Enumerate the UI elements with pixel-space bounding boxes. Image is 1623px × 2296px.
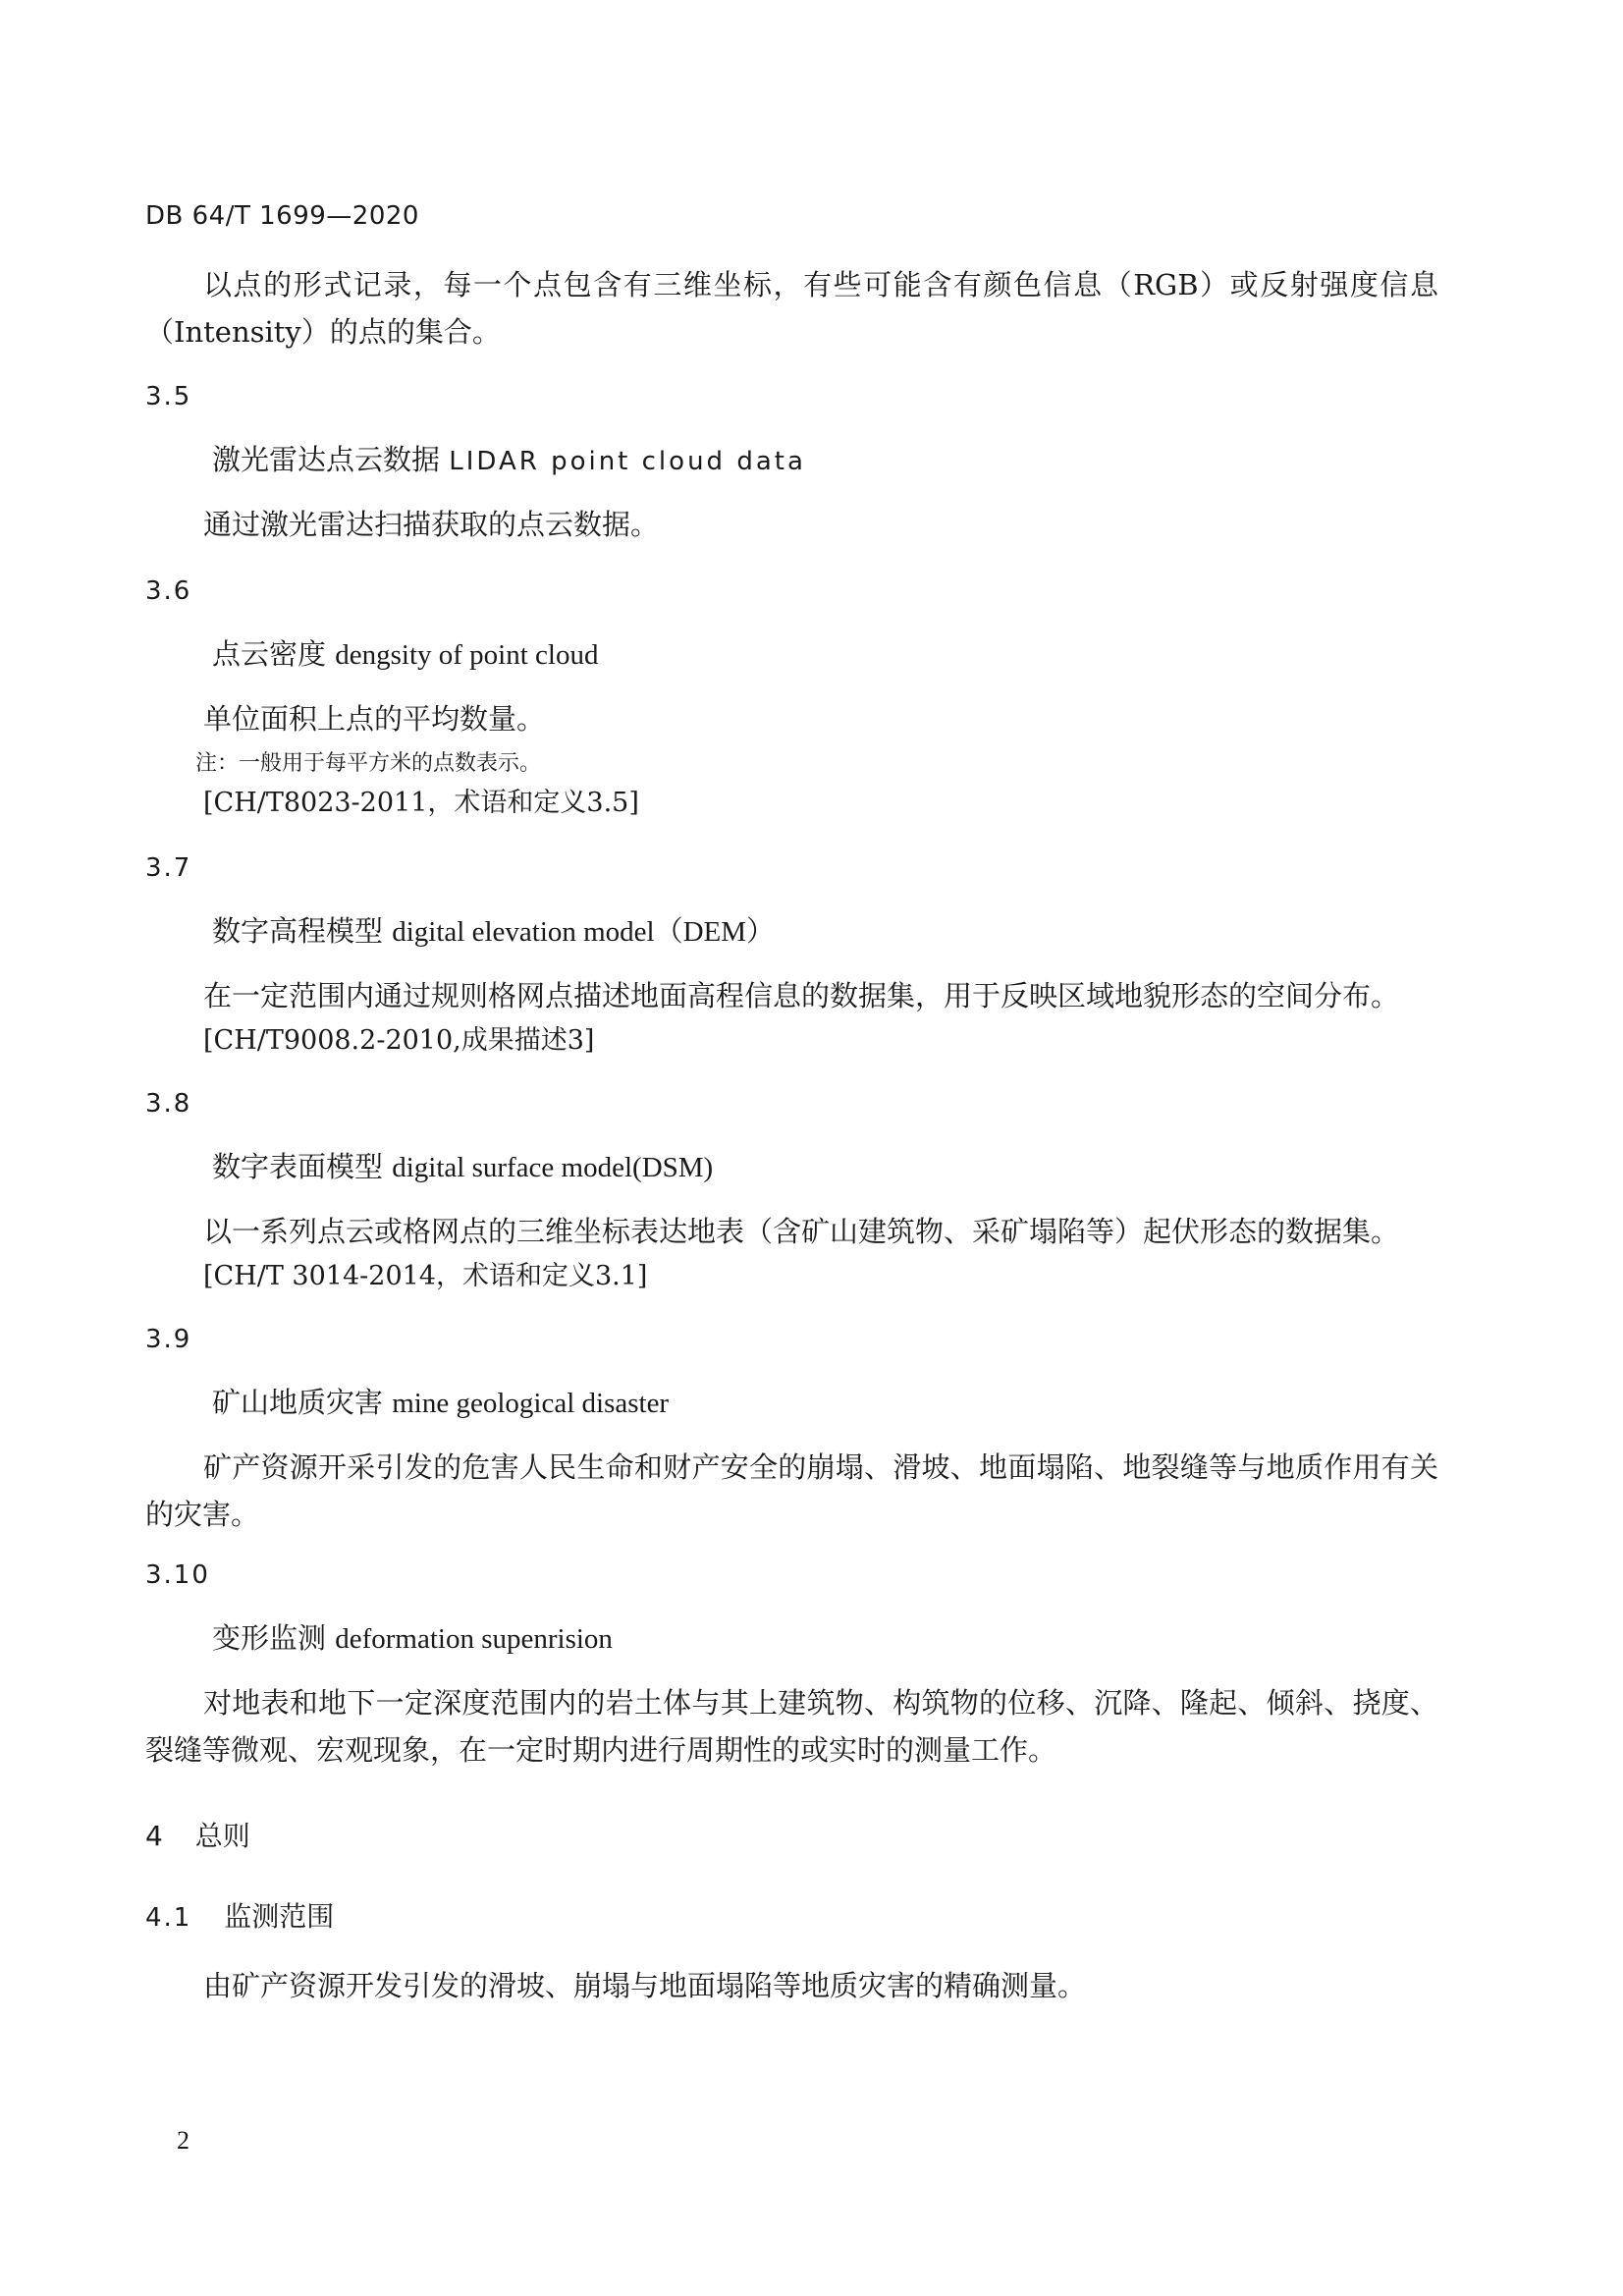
- reference-text: [CH/T9008.2-2010,成果描述3]: [203, 1025, 595, 1056]
- section-heading: [145, 1817, 250, 1856]
- definition-text: 单位面积上点的平均数量。: [203, 702, 546, 736]
- term-en: digital surface model(DSM): [392, 1152, 714, 1183]
- paragraph-line: 由矿产资源开发引发的滑坡、崩塌与地面塌陷等地质灾害的精确测量。: [203, 1969, 1087, 2002]
- doc-code-header: DB 64/T 1699—2020: [145, 201, 419, 231]
- definition-text: 的灾害。: [145, 1498, 260, 1531]
- term-zh: 数字高程模型: [212, 914, 384, 948]
- definition-text: 矿产资源开采引发的危害人民生命和财产安全的崩塌、滑坡、地面塌陷、地裂缝等与地质作用有关: [203, 1450, 1438, 1484]
- term-zh: 数字表面模型: [212, 1150, 384, 1183]
- subsection-heading: [145, 1897, 334, 1938]
- term-heading: [212, 1147, 713, 1187]
- section-number: 4: [145, 1820, 163, 1852]
- term-en: digital elevation model（DEM）: [392, 916, 776, 948]
- clause-number: 3.10: [145, 1560, 210, 1590]
- definition-text: 通过激光雷达扫描获取的点云数据。: [203, 508, 660, 541]
- definition-text: 在一定范围内通过规则格网点描述地面高程信息的数据集，用于反映区域地貌形态的空间分布。: [203, 979, 1400, 1012]
- clause-number: 3.7: [145, 853, 192, 883]
- term-en: LIDAR point cloud data: [449, 447, 806, 476]
- term-heading: [212, 911, 775, 952]
- term-zh: 矿山地质灾害: [212, 1386, 384, 1419]
- definition-text: 对地表和地下一定深度范围内的岩土体与其上建筑物、构筑物的位移、沉降、隆起、倾斜、挠度、: [203, 1686, 1438, 1720]
- term-heading: [212, 440, 806, 481]
- term-heading: [212, 634, 598, 675]
- paragraph-line: （Intensity）的点的集合。: [145, 315, 501, 349]
- page-number: 2: [177, 2126, 189, 2155]
- reference-text: [CH/T8023-2011，术语和定义3.5]: [203, 788, 639, 818]
- clause-number: 3.6: [145, 576, 192, 606]
- definition-text: 裂缝等微观、宏观现象，在一定时期内进行周期性的或实时的测量工作。: [145, 1733, 1057, 1767]
- subsection-number: 4.1: [145, 1903, 192, 1933]
- term-heading: [212, 1383, 669, 1423]
- subsection-title: 监测范围: [224, 1900, 335, 1933]
- term-en: dengsity of point cloud: [335, 639, 599, 671]
- term-zh: 点云密度: [212, 637, 327, 671]
- term-heading: [212, 1618, 613, 1659]
- section-title: 总则: [194, 1820, 250, 1852]
- clause-number: 3.9: [145, 1325, 192, 1354]
- term-en: mine geological disaster: [392, 1388, 670, 1419]
- term-zh: 激光雷达点云数据: [212, 443, 441, 476]
- clause-number: 3.8: [145, 1089, 192, 1119]
- term-zh: 变形监测: [212, 1621, 327, 1655]
- paragraph-line: 以点的形式记录，每一个点包含有三维坐标，有些可能含有颜色信息（RGB）或反射强度信息: [203, 268, 1438, 301]
- reference-text: [CH/T 3014-2014，术语和定义3.1]: [203, 1261, 648, 1291]
- clause-number: 3.5: [145, 382, 192, 411]
- term-en: deformation supenrision: [335, 1623, 613, 1655]
- note-text: 注：一般用于每平方米的点数表示。: [195, 751, 542, 776]
- definition-text: 以一系列点云或格网点的三维坐标表达地表（含矿山建筑物、采矿塌陷等）起伏形态的数据集。: [203, 1215, 1400, 1248]
